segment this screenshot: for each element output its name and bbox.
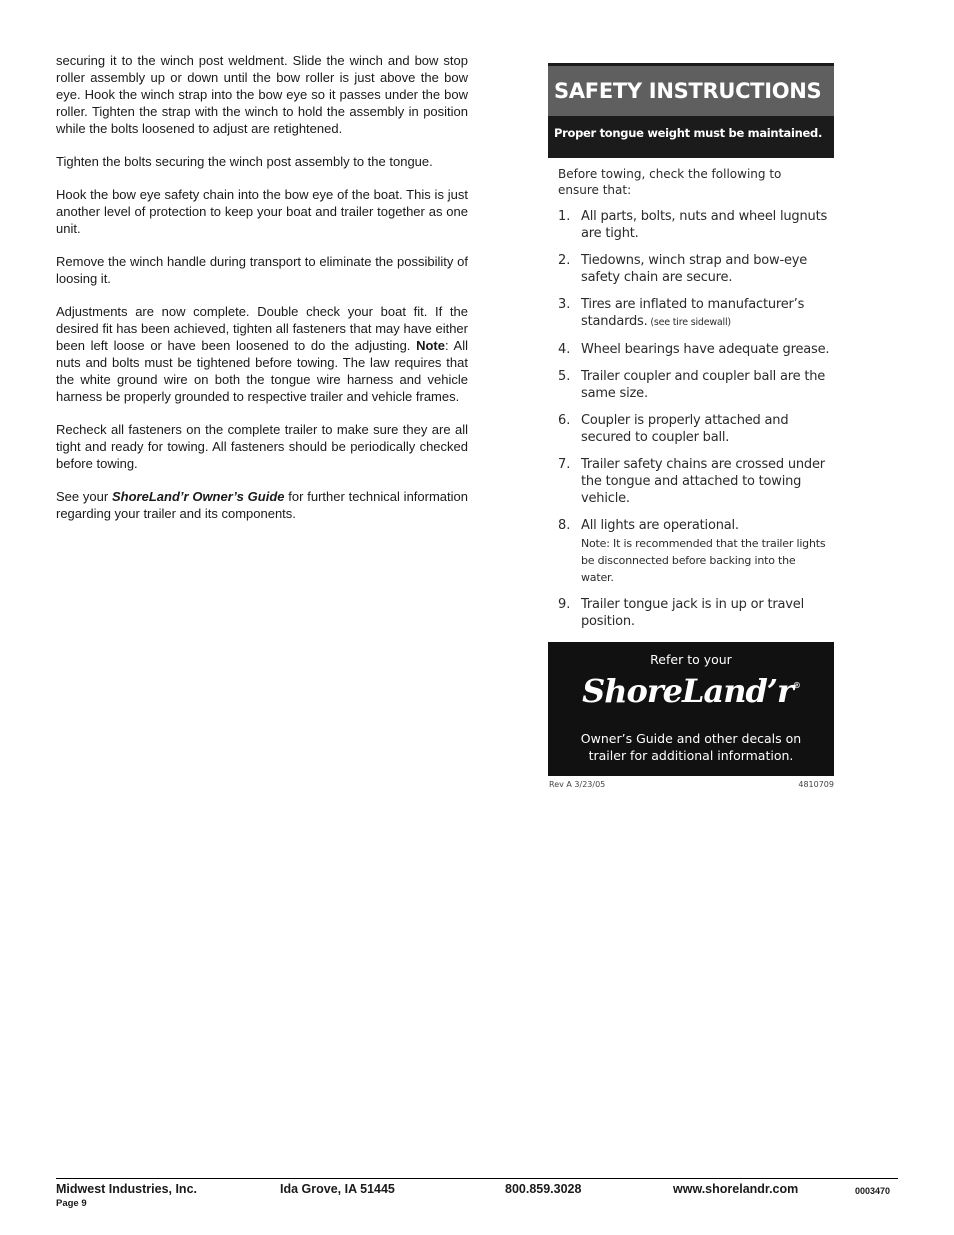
checklist-item [558,596,830,630]
checklist [548,208,834,630]
decal-header [548,63,834,158]
guide-text: Owner’s Guide and other decals on trailer for additional information. [580,731,802,763]
checklist-number: 9. [558,597,571,612]
note-text: : All nuts and bolts must be tightened before towing. The law requires that the white ground wire on both the tongue wire harness and vehicle harness be properly grounded to respective trailer and vehicle frames. [56,338,468,404]
checklist-note: Note: It is recommended that the trailer lights be disconnected before backing into the water. [581,537,826,584]
checklist-text: Coupler is properly attached and secured to coupler ball. [581,413,789,445]
checklist-item [558,368,830,402]
paragraph: Hook the bow eye safety chain into the bow eye of the boat. This is just another level of protection to keep your boat and trailer together as one unit. [56,187,468,236]
checklist-number: 7. [558,457,571,472]
decal-title: SAFETY INSTRUCTIONS [548,66,834,116]
paragraph: securing it to the winch post weldment. Slide the winch and bow stop roller assembly up or down until the bow roller is just above the bow eye. Hook the winch strap into the bow eye so it passes under the bow roller. Tighten the strap with the winch to hold the assembly in position while the bolts loosened to adjust are retightened. [56,53,468,136]
checklist-number: 2. [558,253,571,268]
decal-meta [548,780,834,789]
company-website: www.shorelandr.com [673,1182,799,1196]
paragraph: Remove the winch handle during transport to eliminate the possibility of loosing it. [56,254,468,286]
decal-intro: Before towing, check the following to ensure that: [558,167,782,197]
checklist-number: 8. [558,518,571,533]
shorelandr-logo: ShoreLand’r® [582,672,800,710]
document-number: 0003470 [855,1186,891,1196]
revision: Rev A 3/23/05 [549,780,606,789]
refer-text: Refer to your [650,652,732,667]
checklist-number: 1. [558,209,571,224]
checklist-number: 4. [558,342,571,357]
company-phone: 800.859.3028 [505,1182,582,1196]
paragraph-text: Adjustments are now complete. Double check your boat fit. If the desired fit has been achieved, tighten all fasteners that may have either been left loose or have been loosened to do the adjusting. [56,304,468,353]
checklist-text: Trailer coupler and coupler ball are the same size. [581,369,826,401]
checklist-text: Wheel bearings have adequate grease. [581,342,830,357]
checklist-item [558,296,830,331]
checklist-text: All parts, bolts, nuts and wheel lugnuts are tight. [581,209,828,241]
checklist-text: Tiedowns, winch strap and bow-eye safety chain are secure. [581,253,808,285]
checklist-number: 5. [558,369,571,384]
checklist-item [558,252,830,286]
paragraph: Tighten the bolts securing the winch post assembly to the tongue. [56,154,433,169]
checklist-item [558,341,830,358]
instructions-column [56,52,468,538]
checklist-item [558,412,830,446]
paragraph: Recheck all fasteners on the complete trailer to make sure they are all tight and ready for towing. All fasteners should be periodically checked before towing. [56,422,468,471]
checklist-item [558,456,830,507]
checklist-text: All lights are operational. Note: It is recommended that the trailer lights be disconnected before backing into the water. [581,517,830,586]
text: for further technical information regarding your trailer and its components. [56,489,468,521]
footer-divider [56,1178,898,1179]
company-city: Ida Grove, IA 51445 [280,1182,395,1196]
safety-decal [548,63,834,789]
paragraph-note [56,303,468,405]
text: See your [56,489,112,504]
checklist-item [558,208,830,242]
checklist-text: Tires are inflated to manufacturer’s standards. (see tire sidewall) [581,297,805,329]
checklist-number: 3. [558,297,571,312]
checklist-text: Trailer safety chains are crossed under the tongue and attached to towing vehicle. [581,457,825,506]
decal-refer-box [548,642,834,776]
checklist-text: Trailer tongue jack is in up or travel position. [581,597,805,629]
paragraph-guide-ref [56,488,468,522]
page-number: Page 9 [56,1198,87,1209]
note-label: Note [416,338,445,353]
decal-subtitle: Proper tongue weight must be maintained. [554,126,823,140]
checklist-number: 6. [558,413,571,428]
owners-guide-title: ShoreLand’r Owner’s Guide [111,489,285,504]
checklist-item [558,517,830,586]
company-name: Midwest Industries, Inc. [56,1182,197,1196]
part-number: 4810709 [798,780,834,789]
